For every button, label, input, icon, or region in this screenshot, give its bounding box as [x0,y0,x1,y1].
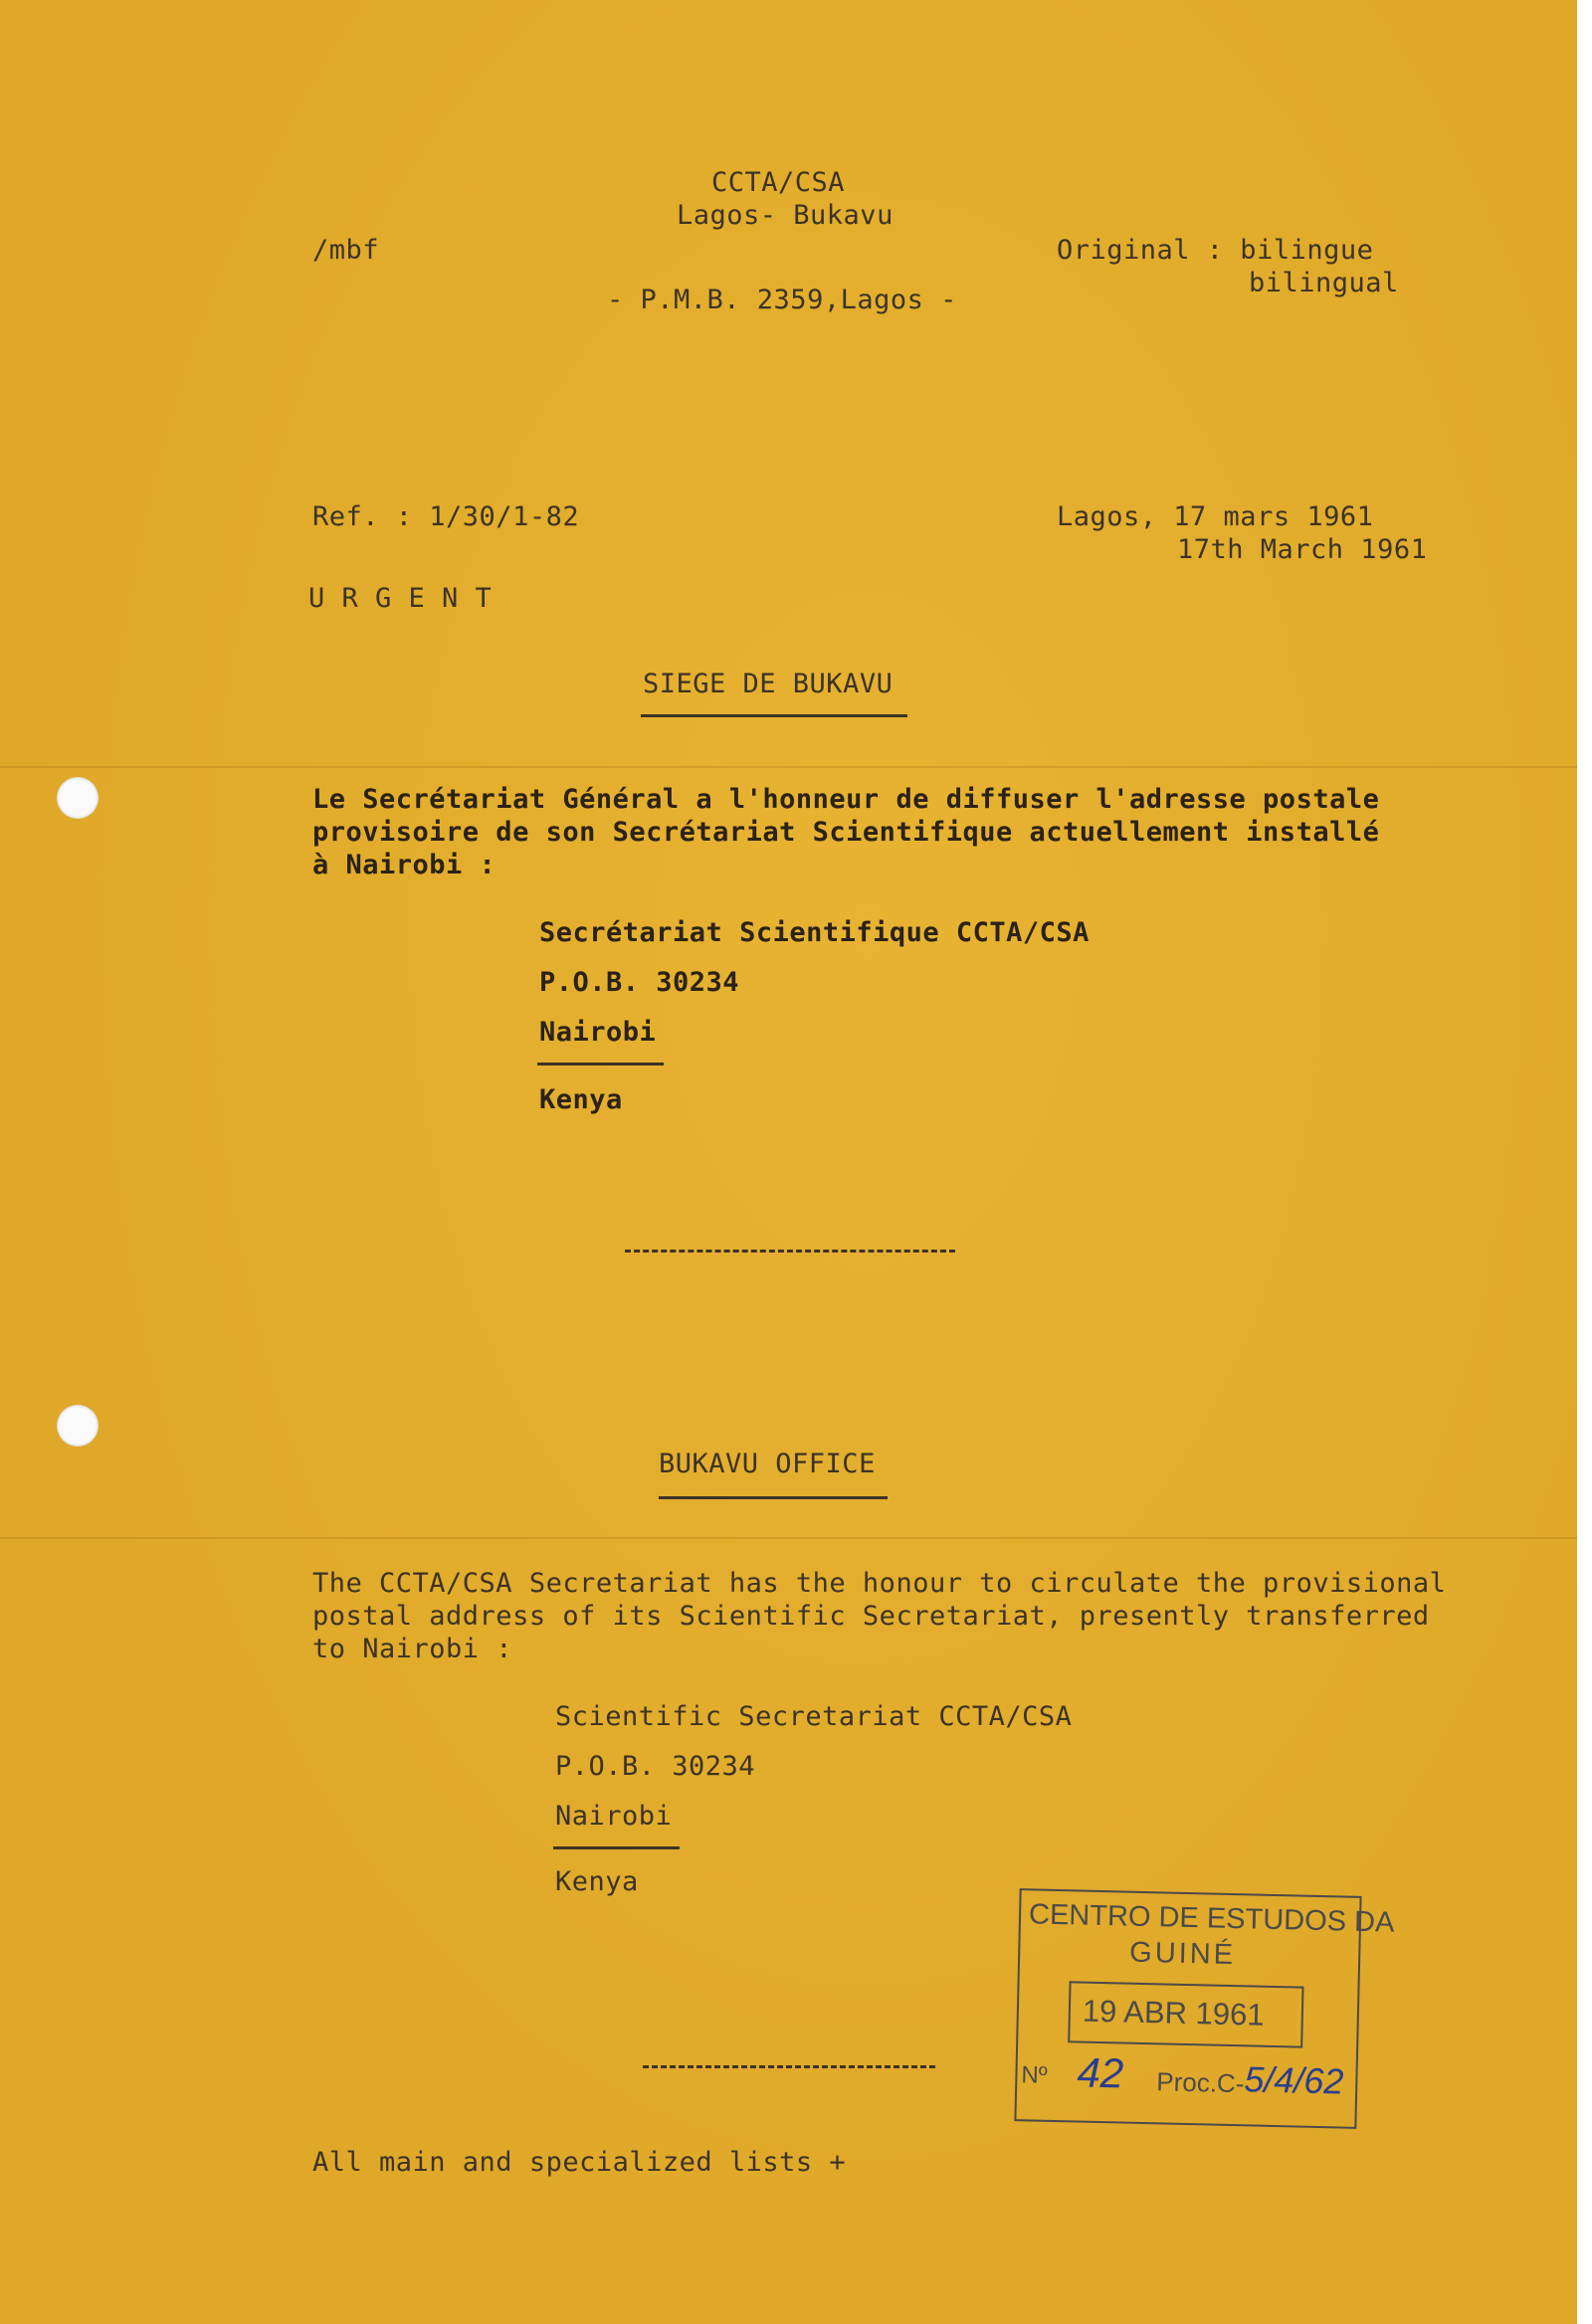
fold-line [0,766,1577,768]
fr-heading: SIEGE DE BUKAVU [643,669,894,699]
en-address-underline [553,1846,680,1849]
en-body-line: postal address of its Scientific Secretariat, presently transferred [312,1601,1430,1632]
fold-line [0,1537,1577,1539]
date-fr: Lagos, 17 mars 1961 [1057,501,1374,532]
fr-address-line: P.O.B. 30234 [539,967,740,998]
fr-address-line: Kenya [539,1084,623,1115]
fr-body-line: Le Secrétariat Général a l'honneur de diffuser l'adresse postale [312,784,1380,815]
en-address-line: Scientific Secretariat CCTA/CSA [555,1701,1073,1732]
archive-stamp [1014,1888,1395,2129]
stamp-proc-label: Proc.C- [1155,2066,1245,2099]
stamp-no-label: Nº [1021,2061,1048,2089]
org-cities: Lagos- Bukavu [677,200,894,231]
en-address-line: P.O.B. 30234 [555,1751,756,1782]
stamp-proc-value: 5/4/62 [1243,2058,1344,2102]
fr-heading-underline [641,714,907,717]
urgent-label: U R G E N T [308,583,493,614]
en-body-line: to Nairobi : [312,1634,513,1664]
original-language-en: bilingual [1249,268,1399,298]
stamp-no-value: 42 [1076,2048,1124,2097]
punch-hole [57,777,99,819]
en-address-line: Kenya [555,1866,639,1897]
stamp-date-box [1068,1981,1303,2047]
original-language: Original : bilingue [1057,235,1374,266]
en-heading: BUKAVU OFFICE [659,1449,876,1479]
en-body-line: The CCTA/CSA Secretariat has the honour to circulate the provisional [312,1568,1447,1599]
distribution-list: All main and specialized lists + [312,2147,847,2178]
stamp-date: 19 ABR 1961 [1082,1993,1265,2033]
initials: /mbf [312,235,380,266]
section-separator [625,1250,955,1253]
fr-body-line: provisoire de son Secrétariat Scientifique actuellement installé [312,817,1380,848]
end-separator [643,2065,935,2068]
stamp-line2: GUINÉ [1128,1936,1237,1972]
fr-address-underline [537,1063,664,1065]
date-en: 17th March 1961 [1177,534,1428,565]
en-address-line: Nairobi [555,1801,673,1832]
fr-body-line: à Nairobi : [312,850,497,880]
stamp-line1: CENTRO DE ESTUDOS DA [1028,1898,1395,1939]
punch-hole [57,1405,99,1447]
postal-box: - P.M.B. 2359,Lagos - [607,285,957,315]
en-heading-underline [659,1496,888,1499]
org-name: CCTA/CSA [711,167,846,198]
fr-address-line: Nairobi [539,1017,657,1048]
fr-address-line: Secrétariat Scientifique CCTA/CSA [539,917,1090,948]
reference: Ref. : 1/30/1-82 [312,501,580,532]
